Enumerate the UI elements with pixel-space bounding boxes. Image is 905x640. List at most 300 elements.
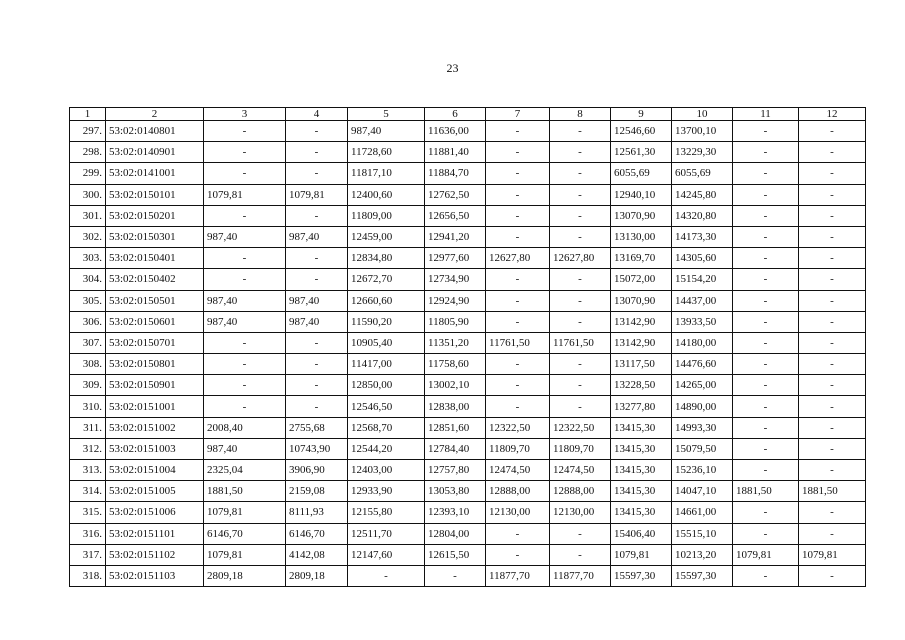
cadastral-number-cell: 53:02:0151103 [106,565,204,586]
value-cell: - [204,396,286,417]
value-cell: 1079,81 [204,544,286,565]
column-header: 5 [348,108,425,121]
value-cell: 6146,70 [286,523,348,544]
value-cell: 12977,60 [425,248,486,269]
value-cell: - [733,205,799,226]
value-cell: 987,40 [286,226,348,247]
header-row [70,108,866,121]
value-cell: - [550,375,611,396]
value-cell: 13142,90 [611,311,672,332]
row-number-cell: 312. [70,438,106,459]
value-cell: - [286,354,348,375]
value-cell: 12130,00 [486,502,550,523]
value-cell: - [550,205,611,226]
value-cell: - [733,438,799,459]
value-cell: 1079,81 [286,184,348,205]
table-row [70,544,866,565]
value-cell: 13142,90 [611,332,672,353]
cadastral-number-cell: 53:02:0150402 [106,269,204,290]
value-cell: - [733,354,799,375]
table-row [70,502,866,523]
value-cell: 13700,10 [672,121,733,142]
value-cell: 12511,70 [348,523,425,544]
value-cell: 13070,90 [611,205,672,226]
value-cell: - [486,205,550,226]
value-cell: - [733,396,799,417]
value-cell: - [204,142,286,163]
cadastral-number-cell: 53:02:0151102 [106,544,204,565]
value-cell: 11636,00 [425,121,486,142]
value-cell: 14173,30 [672,226,733,247]
value-cell: 12393,10 [425,502,486,523]
value-cell: 12933,90 [348,481,425,502]
value-cell: 12660,60 [348,290,425,311]
value-cell: 12474,50 [486,460,550,481]
cadastral-number-cell: 53:02:0150501 [106,290,204,311]
value-cell: - [486,121,550,142]
value-cell: 12544,20 [348,438,425,459]
row-number-cell: 302. [70,226,106,247]
value-cell: 13933,50 [672,311,733,332]
cadastral-number-cell: 53:02:0150601 [106,311,204,332]
value-cell: 14305,60 [672,248,733,269]
value-cell: - [425,565,486,586]
value-cell: - [733,184,799,205]
table-header [70,108,866,121]
value-cell: 12940,10 [611,184,672,205]
value-cell: 14180,00 [672,332,733,353]
value-cell: 12838,00 [425,396,486,417]
value-cell: - [286,142,348,163]
value-cell: - [550,269,611,290]
row-number-cell: 310. [70,396,106,417]
value-cell: 6146,70 [204,523,286,544]
value-cell: 10905,40 [348,332,425,353]
value-cell: 12850,00 [348,375,425,396]
value-cell: 12322,50 [486,417,550,438]
value-cell: 12561,30 [611,142,672,163]
value-cell: 4142,08 [286,544,348,565]
value-cell: - [799,417,866,438]
value-cell: 11817,10 [348,163,425,184]
value-cell: - [286,396,348,417]
value-cell: 987,40 [204,290,286,311]
value-cell: 1881,50 [204,481,286,502]
table-row [70,438,866,459]
value-cell: - [204,269,286,290]
value-cell: 10743,90 [286,438,348,459]
value-cell: 2809,18 [286,565,348,586]
value-cell: 1079,81 [204,502,286,523]
value-cell: - [799,523,866,544]
value-cell: 13415,30 [611,438,672,459]
column-header: 12 [799,108,866,121]
value-cell: 13070,90 [611,290,672,311]
value-cell: 6055,69 [672,163,733,184]
value-cell: - [550,163,611,184]
value-cell: - [799,205,866,226]
value-cell: 15515,10 [672,523,733,544]
value-cell: 14661,00 [672,502,733,523]
value-cell: - [486,184,550,205]
value-cell: 11761,50 [550,332,611,353]
value-cell: - [550,121,611,142]
value-cell: - [486,226,550,247]
value-cell: 12568,70 [348,417,425,438]
value-cell: - [286,121,348,142]
table-row [70,226,866,247]
value-cell: 12627,80 [550,248,611,269]
value-cell: - [286,248,348,269]
value-cell: - [733,248,799,269]
row-number-cell: 299. [70,163,106,184]
value-cell: 12757,80 [425,460,486,481]
value-cell: 12130,00 [550,502,611,523]
value-cell: 987,40 [286,311,348,332]
value-cell: - [204,121,286,142]
value-cell: - [799,121,866,142]
value-cell: - [733,311,799,332]
value-cell: - [733,460,799,481]
value-cell: - [550,544,611,565]
row-number-cell: 300. [70,184,106,205]
row-number-cell: 318. [70,565,106,586]
row-number-cell: 317. [70,544,106,565]
value-cell: 14890,00 [672,396,733,417]
value-cell: 12546,60 [611,121,672,142]
value-cell: 2809,18 [204,565,286,586]
value-cell: - [486,269,550,290]
value-cell: - [204,163,286,184]
value-cell: 12784,40 [425,438,486,459]
row-number-cell: 307. [70,332,106,353]
value-cell: 12734,90 [425,269,486,290]
value-cell: 8111,93 [286,502,348,523]
cadastral-number-cell: 53:02:0151005 [106,481,204,502]
value-cell: 12615,50 [425,544,486,565]
table-row [70,121,866,142]
value-cell: - [286,375,348,396]
value-cell: 2159,08 [286,481,348,502]
value-cell: 2008,40 [204,417,286,438]
data-table [69,107,866,587]
value-cell: 11417,00 [348,354,425,375]
value-cell: - [799,163,866,184]
table-row [70,248,866,269]
table-body [70,121,866,587]
table-row [70,354,866,375]
value-cell: 13130,00 [611,226,672,247]
value-cell: - [204,332,286,353]
cadastral-number-cell: 53:02:0151004 [106,460,204,481]
value-cell: - [799,332,866,353]
value-cell: 14993,30 [672,417,733,438]
value-cell: - [733,163,799,184]
value-cell: - [799,396,866,417]
value-cell: 12656,50 [425,205,486,226]
value-cell: 11877,70 [486,565,550,586]
value-cell: - [799,311,866,332]
value-cell: - [799,354,866,375]
table-row [70,332,866,353]
cadastral-number-cell: 53:02:0151002 [106,417,204,438]
table-row [70,163,866,184]
row-number-cell: 306. [70,311,106,332]
value-cell: 13415,30 [611,460,672,481]
value-cell: 14437,00 [672,290,733,311]
value-cell: - [550,311,611,332]
table-row [70,396,866,417]
value-cell: - [733,226,799,247]
value-cell: 11758,60 [425,354,486,375]
value-cell: - [799,460,866,481]
value-cell: 12403,00 [348,460,425,481]
value-cell: - [733,523,799,544]
value-cell: - [486,354,550,375]
cadastral-number-cell: 53:02:0151006 [106,502,204,523]
page-number: 23 [446,61,459,75]
value-cell: 11881,40 [425,142,486,163]
value-cell: - [348,565,425,586]
value-cell: 11809,00 [348,205,425,226]
column-header: 10 [672,108,733,121]
table-row [70,311,866,332]
value-cell: 15236,10 [672,460,733,481]
row-number-cell: 316. [70,523,106,544]
value-cell: 12941,20 [425,226,486,247]
value-cell: - [550,290,611,311]
value-cell: 987,40 [286,290,348,311]
value-cell: 12834,80 [348,248,425,269]
row-number-cell: 297. [70,121,106,142]
cadastral-number-cell: 53:02:0140801 [106,121,204,142]
value-cell: - [204,354,286,375]
row-number-cell: 313. [70,460,106,481]
value-cell: 12672,70 [348,269,425,290]
value-cell: - [733,290,799,311]
value-cell: 1079,81 [733,544,799,565]
value-cell: - [799,226,866,247]
value-cell: 987,40 [204,311,286,332]
value-cell: 12851,60 [425,417,486,438]
table-row [70,142,866,163]
value-cell: 13002,10 [425,375,486,396]
value-cell: 2325,04 [204,460,286,481]
cadastral-number-cell: 53:02:0151101 [106,523,204,544]
table-row [70,460,866,481]
value-cell: 6055,69 [611,163,672,184]
value-cell: - [733,142,799,163]
cadastral-number-cell: 53:02:0150901 [106,375,204,396]
value-cell: 15597,30 [611,565,672,586]
value-cell: 13277,80 [611,396,672,417]
column-header: 4 [286,108,348,121]
column-header: 3 [204,108,286,121]
value-cell: 12155,80 [348,502,425,523]
value-cell: 10213,20 [672,544,733,565]
value-cell: - [486,163,550,184]
cadastral-number-cell: 53:02:0150401 [106,248,204,269]
row-number-cell: 308. [70,354,106,375]
value-cell: 2755,68 [286,417,348,438]
row-number-cell: 303. [70,248,106,269]
value-cell: 14265,00 [672,375,733,396]
table-row [70,290,866,311]
value-cell: 11805,90 [425,311,486,332]
table-row [70,417,866,438]
value-cell: - [550,523,611,544]
value-cell: 12400,60 [348,184,425,205]
value-cell: - [550,226,611,247]
value-cell: 13053,80 [425,481,486,502]
value-cell: - [550,142,611,163]
column-header: 6 [425,108,486,121]
column-header: 8 [550,108,611,121]
value-cell: 14245,80 [672,184,733,205]
value-cell: - [733,502,799,523]
cadastral-number-cell: 53:02:0150701 [106,332,204,353]
value-cell: - [733,565,799,586]
value-cell: - [550,354,611,375]
row-number-cell: 315. [70,502,106,523]
value-cell: - [799,438,866,459]
value-cell: 987,40 [348,121,425,142]
value-cell: 12627,80 [486,248,550,269]
table-row [70,375,866,396]
value-cell: - [733,269,799,290]
value-cell: - [799,502,866,523]
cadastral-number-cell: 53:02:0150801 [106,354,204,375]
table-row [70,184,866,205]
value-cell: - [733,332,799,353]
value-cell: 13415,30 [611,481,672,502]
value-cell: - [799,248,866,269]
value-cell: 13229,30 [672,142,733,163]
value-cell: 11761,50 [486,332,550,353]
row-number-cell: 304. [70,269,106,290]
value-cell: - [486,396,550,417]
value-cell: 11809,70 [486,438,550,459]
value-cell: 12762,50 [425,184,486,205]
value-cell: 987,40 [204,226,286,247]
value-cell: 15597,30 [672,565,733,586]
cadastral-number-cell: 53:02:0140901 [106,142,204,163]
value-cell: - [733,375,799,396]
value-cell: 14320,80 [672,205,733,226]
value-cell: 987,40 [204,438,286,459]
row-number-cell: 298. [70,142,106,163]
value-cell: - [550,396,611,417]
cadastral-number-cell: 53:02:0150301 [106,226,204,247]
value-cell: 12546,50 [348,396,425,417]
value-cell: - [486,544,550,565]
value-cell: - [799,375,866,396]
cadastral-number-cell: 53:02:0151001 [106,396,204,417]
value-cell: 12322,50 [550,417,611,438]
row-number-cell: 314. [70,481,106,502]
value-cell: 12804,00 [425,523,486,544]
cadastral-number-cell: 53:02:0141001 [106,163,204,184]
cadastral-number-cell: 53:02:0151003 [106,438,204,459]
row-number-cell: 311. [70,417,106,438]
value-cell: - [204,205,286,226]
value-cell: 15154,20 [672,269,733,290]
value-cell: - [204,248,286,269]
value-cell: - [286,332,348,353]
column-header: 7 [486,108,550,121]
row-number-cell: 301. [70,205,106,226]
value-cell: 12459,00 [348,226,425,247]
value-cell: 12474,50 [550,460,611,481]
value-cell: 11884,70 [425,163,486,184]
value-cell: - [799,290,866,311]
row-number-cell: 309. [70,375,106,396]
value-cell: - [486,142,550,163]
value-cell: 13117,50 [611,354,672,375]
column-header: 2 [106,108,204,121]
value-cell: - [799,184,866,205]
value-cell: - [733,121,799,142]
value-cell: 14476,60 [672,354,733,375]
value-cell: - [486,311,550,332]
column-header: 9 [611,108,672,121]
cadastral-number-cell: 53:02:0150101 [106,184,204,205]
value-cell: - [204,375,286,396]
table-row [70,565,866,586]
value-cell: 1881,50 [799,481,866,502]
value-cell: 3906,90 [286,460,348,481]
value-cell: 13415,30 [611,417,672,438]
value-cell: 12924,90 [425,290,486,311]
value-cell: 1079,81 [204,184,286,205]
value-cell: - [286,205,348,226]
value-cell: - [799,565,866,586]
value-cell: - [486,523,550,544]
value-cell: - [286,163,348,184]
table-row [70,205,866,226]
value-cell: 11351,20 [425,332,486,353]
value-cell: 11877,70 [550,565,611,586]
value-cell: - [486,375,550,396]
column-header: 11 [733,108,799,121]
table-row [70,523,866,544]
value-cell: 12888,00 [486,481,550,502]
value-cell: 1079,81 [611,544,672,565]
value-cell: 12147,60 [348,544,425,565]
value-cell: 15072,00 [611,269,672,290]
value-cell: - [550,184,611,205]
value-cell: 15079,50 [672,438,733,459]
value-cell: - [799,142,866,163]
value-cell: 13415,30 [611,502,672,523]
value-cell: 11728,60 [348,142,425,163]
value-cell: - [733,417,799,438]
value-cell: 14047,10 [672,481,733,502]
value-cell: 12888,00 [550,481,611,502]
value-cell: 11809,70 [550,438,611,459]
value-cell: 15406,40 [611,523,672,544]
table-row [70,269,866,290]
value-cell: 11590,20 [348,311,425,332]
value-cell: 13169,70 [611,248,672,269]
value-cell: - [486,290,550,311]
row-number-cell: 305. [70,290,106,311]
value-cell: - [799,269,866,290]
value-cell: 13228,50 [611,375,672,396]
value-cell: 1881,50 [733,481,799,502]
table-row [70,481,866,502]
value-cell: 1079,81 [799,544,866,565]
